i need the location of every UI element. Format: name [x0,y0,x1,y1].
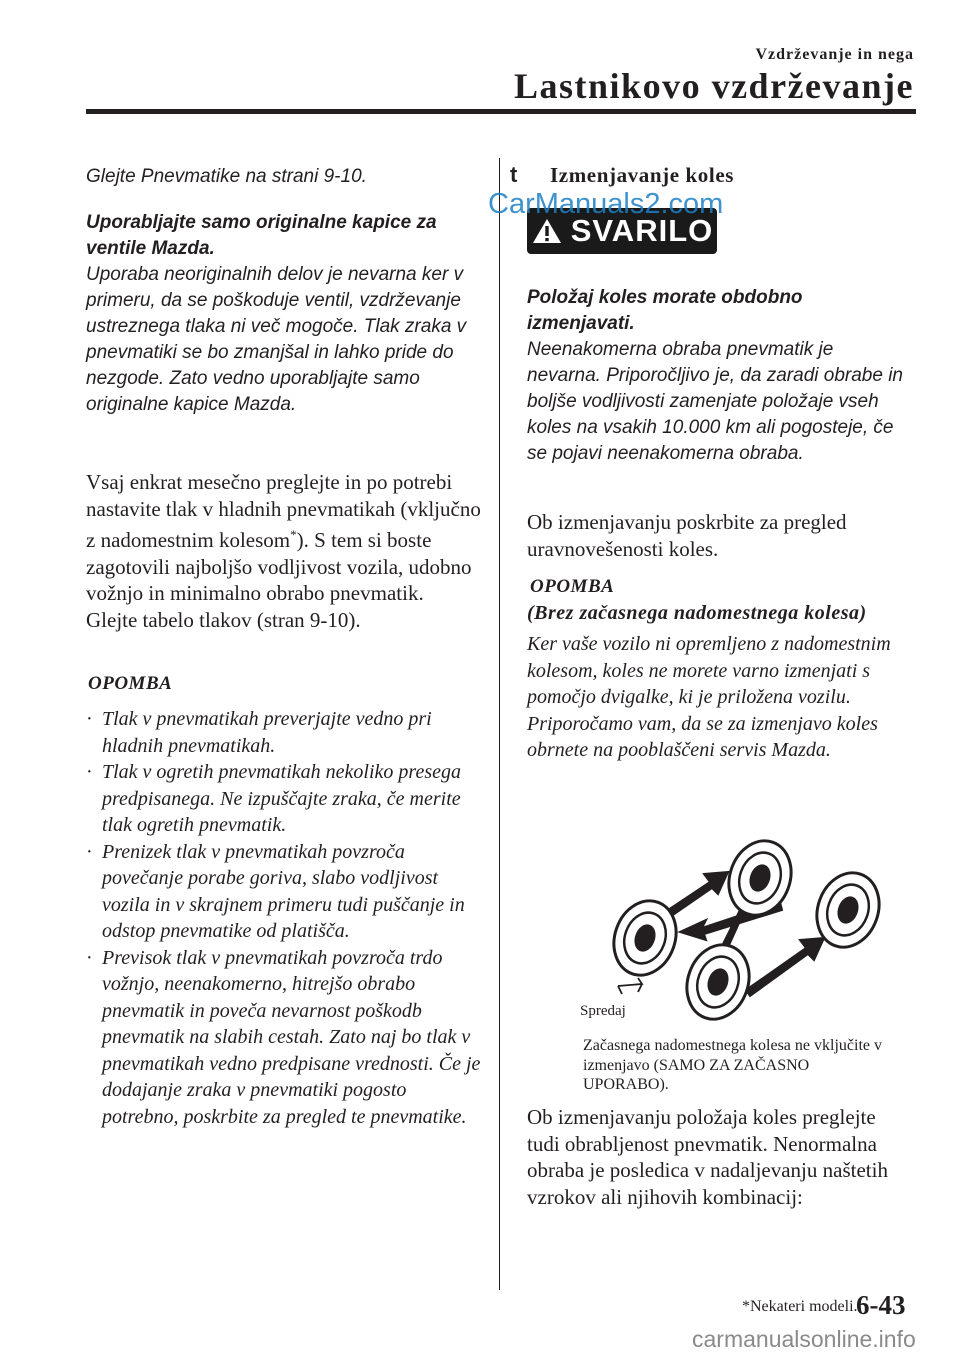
bullet: · [86,840,93,863]
section-title: Izmenjavanje koles [550,163,735,187]
page-number: 6-43 [856,1290,906,1320]
bullet: · [86,761,93,783]
tire-rotation-diagram [560,820,900,1030]
warning-label-text: SVARILO [570,213,714,248]
bullet: · [86,708,93,730]
footnote-marker: * [290,527,297,542]
note-item-text: Previsok tlak v pnevmatikah povzroča trdo vožnjo, neenakomerno, hitrejšo obrabo pnevmatik in poveča nevarnost poškodb pnevmatik na slabih cestah. Zato naj bo tlak v pnevmatikah vedno predpisane vrednosti. Če je dodajanje zraka v pnevmatiki pogosto potrebno, poskrbite za pregled te pnevmatike. [102,946,481,1128]
note-item-text: Tlak v ogretih pnevmatikah nekoliko presega predpisanega. Ne izpuščajte zraka, če merite tlak ogretih pnevmatik. [102,761,461,836]
rear-left-tire-icon [719,832,801,924]
no-spare-note-text: Ker vaše vozilo ni opremljeno z nadomestnim kolesom, koles ne morete varno izmenjati s pomočjo dvigalke, ki je priložena vozilu. Priporočamo vam, da se za izmenjavo koles obrnete na pooblaščeni servis Mazda. [527,633,891,761]
warning-triangle-icon [531,217,563,245]
pressure-check-text-1: Vsaj enkrat mesečno preglejte in po potrebi nastavite tlak v hladnih pnevmatikah (vključno z nadomestnim kolesom [86,470,481,552]
footnote: *Nekateri modeli. [742,1298,858,1315]
rotation-warning-bold: Položaj koles morate obdobno izmenjavati. [527,287,803,334]
chapter-title: Lastnikovo vzdrževanje [514,66,914,106]
section-label: Vzdrževanje in nega [755,46,914,63]
header-rule [86,109,916,114]
note-item [86,706,481,759]
front-label: Spredaj [580,1003,626,1019]
rotation-warning-text: Neenakomerna obraba pnevmatik je nevarna. Priporočljivo je, da zaradi obrabe in boljše vodljivosti zamenjate položaje vseh koles na vsakih 10.000 km ali pogosteje, če se pojavi neenakomerna obraba. [527,339,903,464]
note-item [86,759,481,839]
spare-tire-caption: Začasnega nadomestnega kolesa ne vključite v izmenjavo (SAMO ZA ZAČASNO UPORABO). [583,1037,882,1093]
column-divider [499,158,500,1290]
pressure-table-reference: Glejte tabelo tlakov (stran 9-10). [86,607,361,632]
valve-cap-caution-bold: Uporabljajte samo originalne kapice za ventile Mazda. [86,212,437,259]
tire-reference-line: Glejte Pnevmatike na strani 9-10. [86,166,367,187]
front-direction-icon [618,978,642,994]
wear-check-paragraph: Ob izmenjavanju položaja koles preglejte tudi obrabljenost pnevmatik. Nenormalna obraba je posledica v nadaljevanju naštetih vzrokov ali njihovih kombinacij: [527,1105,888,1209]
bullet: · [86,946,93,969]
note-item [86,839,481,945]
site-watermark: carmanualsonline.info [692,1326,916,1352]
valve-cap-caution-text: Uporaba neoriginalnih delov je nevarna ker v primeru, da se poškoduje ventil, vzdrževanje ustreznega tlaka ni več mogoče. Tlak zraka v pnevmatiki se bo zmanjšal in lahko pride do nezgode. Zato vedno uporabljajte samo originalne kapice Mazda. [86,264,467,415]
note-item-text: Tlak v pnevmatikah preverjajte vedno pri hladnih pnevmatikah. [102,708,432,757]
carmanuals-watermark: CarManuals2.com [488,188,724,220]
note-item-text: Prenizek tlak v pnevmatikah povzroča povečanje porabe goriva, slabo vodljivost vozila in v skrajnem primeru tudi puščanje in odstop pnevmatike od platišča. [102,840,465,942]
note-subheading: (Brez začasnega nadomestnega kolesa) [527,602,867,624]
note-list-left [86,706,481,1130]
pressure-check-paragraph [86,469,481,633]
note-heading-left: OPOMBA [88,673,173,694]
front-right-tire-icon [677,936,759,1028]
pressure-check-text-2: ). S tem si boste zagotovili najboljšo vodljivost vozila, udobno vožnjo in minimalno obrabo pnevmatik. [86,528,472,605]
note-item [86,945,481,1131]
note-heading-right: OPOMBA [530,576,615,597]
balance-check-paragraph: Ob izmenjavanju poskrbite za pregled uravnovešenosti koles. [527,510,847,561]
section-marker: t [510,162,518,187]
